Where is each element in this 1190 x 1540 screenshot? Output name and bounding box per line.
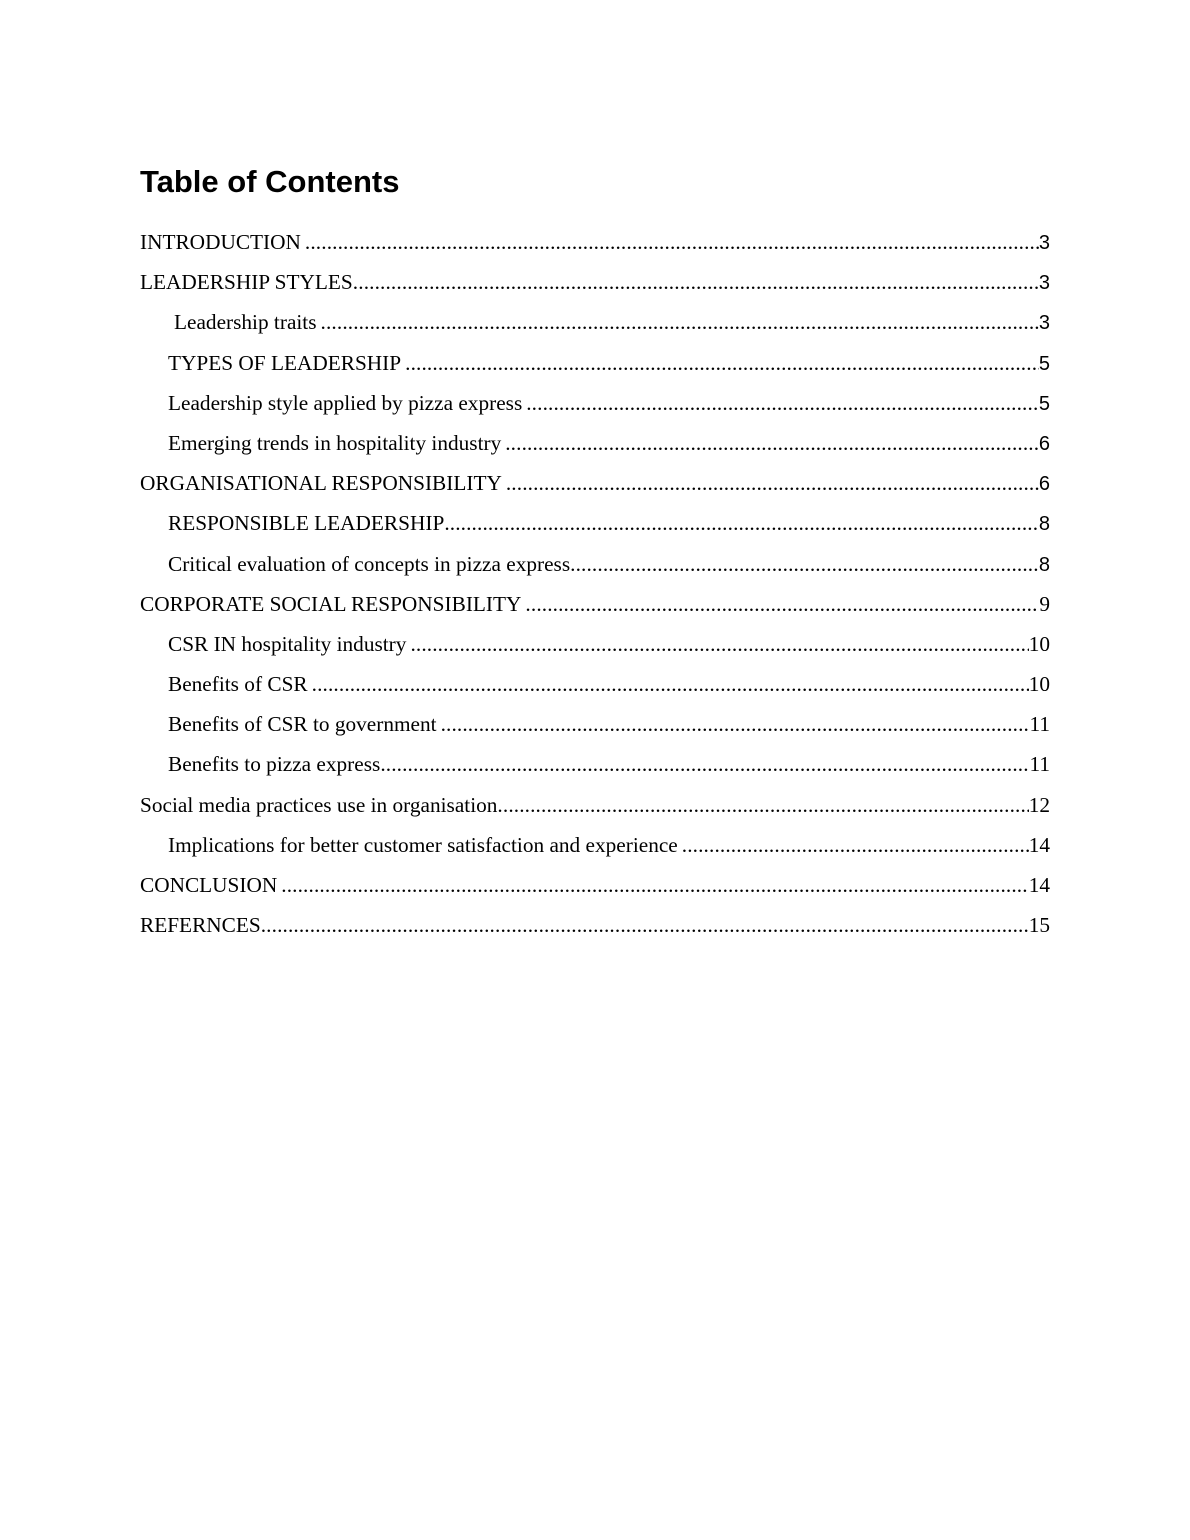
dot-leader	[497, 790, 1028, 820]
toc-entry-label: Leadership traits	[174, 310, 317, 335]
toc-entry-page: 8	[1038, 553, 1050, 576]
toc-entry-label: ORGANISATIONAL RESPONSIBILITY	[140, 471, 502, 496]
toc-entry-page: 3	[1038, 232, 1050, 254]
toc-entry-types-of-leadership[interactable]	[140, 348, 1050, 388]
toc-entry-label: CONCLUSION	[140, 873, 278, 897]
toc-list	[140, 227, 1050, 950]
dot-leader	[444, 508, 1039, 538]
dot-leader	[312, 669, 1029, 699]
toc-entry-page: 12	[1028, 792, 1050, 817]
toc-entry-benefits-of-csr[interactable]	[140, 669, 1050, 709]
toc-entry-introduction[interactable]	[140, 227, 1050, 267]
toc-entry-page: 11	[1029, 712, 1050, 737]
toc-entry-label: Benefits to pizza express	[168, 752, 381, 777]
toc-entry-benefits-csr-government[interactable]	[140, 709, 1050, 749]
toc-entry-page: 10	[1028, 672, 1050, 697]
toc-entry-page: 5	[1038, 392, 1050, 415]
dot-leader	[505, 428, 1039, 458]
toc-entry-label: INTRODUCTION	[140, 230, 301, 254]
toc-entry-page: 9	[1039, 591, 1050, 616]
dot-leader	[410, 629, 1028, 659]
toc-entry-label: Benefits of CSR to government	[168, 712, 437, 737]
toc-entry-page: 15	[1028, 913, 1050, 938]
dot-leader	[506, 468, 1039, 498]
toc-entry-page: 14	[1028, 873, 1050, 897]
toc-entry-benefits-pizza-express[interactable]	[140, 749, 1050, 789]
toc-entry-page: 6	[1038, 432, 1050, 455]
toc-entry-label: TYPES OF LEADERSHIP	[168, 350, 402, 375]
toc-entry-references[interactable]	[140, 910, 1050, 950]
dot-leader	[281, 870, 1028, 900]
dot-leader	[321, 307, 1039, 337]
toc-entry-page: 6	[1038, 473, 1050, 496]
toc-entry-responsible-leadership[interactable]	[140, 508, 1050, 548]
toc-entry-page: 8	[1038, 513, 1050, 536]
toc-heading: Table of Contents	[140, 164, 400, 199]
toc-entry-leadership-traits[interactable]	[140, 307, 1050, 347]
dot-leader	[526, 388, 1039, 418]
dot-leader	[570, 549, 1039, 579]
dot-leader	[441, 709, 1030, 739]
toc-entry-leadership-styles[interactable]	[140, 267, 1050, 307]
toc-entry-label: Implications for better customer satisfaction and experience	[168, 832, 678, 857]
toc-entry-label: Benefits of CSR	[168, 672, 308, 697]
dot-leader	[682, 830, 1029, 860]
toc-entry-emerging-trends[interactable]	[140, 428, 1050, 468]
toc-entry-label: LEADERSHIP STYLES	[140, 270, 353, 295]
toc-entry-implications-customer-satisfaction[interactable]	[140, 830, 1050, 870]
toc-entry-social-media-practices[interactable]	[140, 790, 1050, 830]
dot-leader	[305, 227, 1039, 257]
toc-entry-label: Leadership style applied by pizza express	[168, 390, 523, 415]
toc-entry-page: 14	[1028, 832, 1050, 857]
toc-entry-leadership-style-pizza-express[interactable]	[140, 388, 1050, 428]
toc-entry-page: 5	[1038, 352, 1050, 375]
dot-leader	[405, 348, 1039, 378]
toc-entry-label: CSR IN hospitality industry	[168, 631, 407, 656]
toc-entry-label: Critical evaluation of concepts in pizza express	[168, 551, 571, 576]
toc-entry-page: 3	[1038, 272, 1050, 295]
toc-entry-page: 10	[1028, 631, 1050, 656]
toc-entry-csr-hospitality[interactable]	[140, 629, 1050, 669]
toc-entry-label: Emerging trends in hospitality industry	[168, 430, 502, 455]
toc-entry-label: REFERNCES	[140, 913, 261, 938]
dot-leader	[261, 910, 1029, 940]
toc-entry-page: 11	[1029, 752, 1050, 777]
toc-entry-label: CORPORATE SOCIAL RESPONSIBILITY	[140, 591, 522, 616]
toc-entry-critical-evaluation[interactable]	[140, 549, 1050, 589]
toc-entry-organisational-responsibility[interactable]	[140, 468, 1050, 508]
dot-leader	[353, 267, 1039, 297]
toc-entry-conclusion[interactable]	[140, 870, 1050, 910]
toc-entry-label: RESPONSIBLE LEADERSHIP	[168, 511, 445, 536]
dot-leader	[380, 749, 1029, 779]
toc-entry-label: Social media practices use in organisation	[140, 792, 498, 817]
toc-entry-corporate-social-responsibility[interactable]	[140, 589, 1050, 629]
toc-entry-page: 3	[1038, 312, 1050, 335]
dot-leader	[525, 589, 1039, 619]
